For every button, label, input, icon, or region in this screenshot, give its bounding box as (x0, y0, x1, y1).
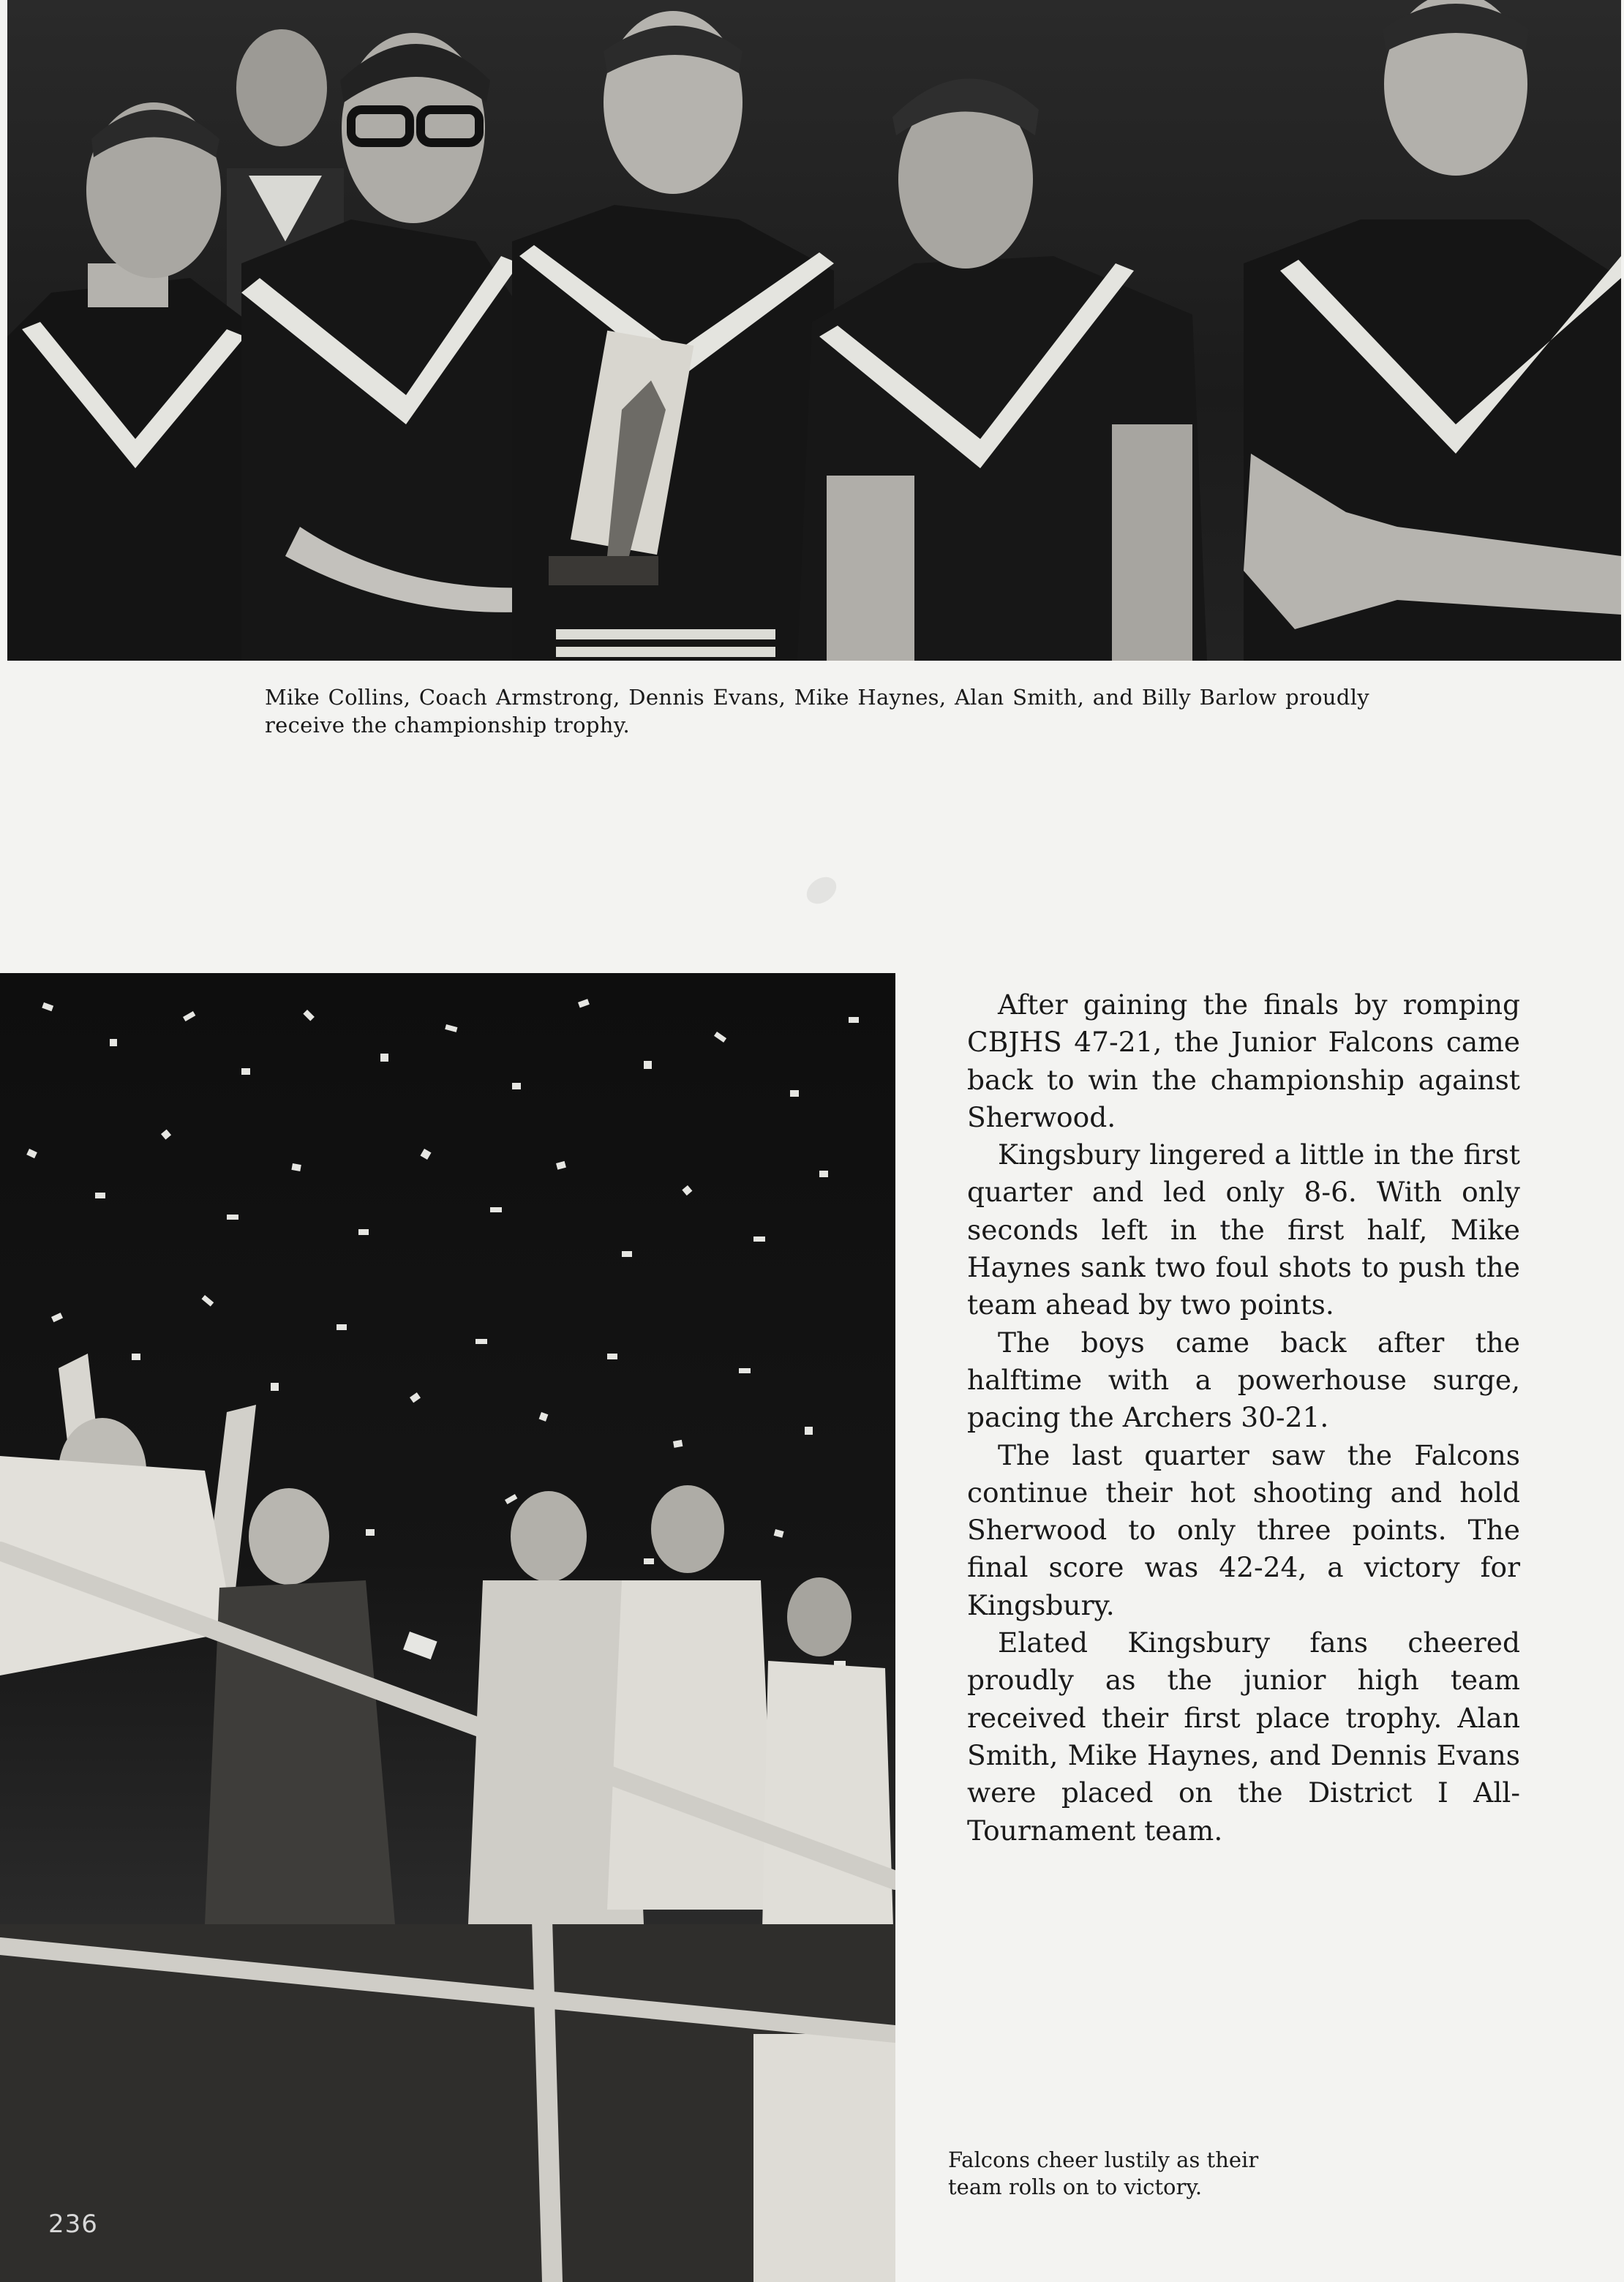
crowd-photo (0, 973, 895, 2282)
player-figure (512, 11, 834, 661)
caption-line: team rolls on to victory. (948, 2174, 1203, 2199)
team-photo-illustration (7, 0, 1621, 661)
story-paragraph: Kingsbury lingered a little in the first quarter and led only 8-6. With only seconds left in the first half, Mike Haynes sank two foul shots to push the team ahead by two points. (967, 1138, 1520, 1321)
story-text (967, 986, 1520, 1850)
player-figure (797, 78, 1207, 661)
crowd-photo-illustration (0, 973, 895, 2282)
crowd-photo-caption (948, 2147, 1285, 2201)
team-photo-caption: Mike Collins, Coach Armstrong, Dennis Evans, Mike Haynes, Alan Smith, and Billy Barlow proudly receive the championship trophy. (265, 685, 1369, 737)
cheering-fan (607, 1485, 775, 1910)
caption-line: Falcons cheer lustily as their (948, 2147, 1259, 2172)
player-figure (7, 102, 249, 661)
story-paragraph: The last quarter saw the Falcons continue their hot shooting and hold Sherwood to only three points. The final score was 42-24, a victory for Kingsbury. (967, 1438, 1520, 1621)
banner (753, 2034, 895, 2282)
player-figure (1244, 0, 1621, 661)
story-paragraph: After gaining the finals by romping CBJHS 47-21, the Junior Falcons came back to win the championship against Sherwood. (967, 988, 1520, 1133)
story-paragraph: Elated Kingsbury fans cheered proudly as the junior high team received their first place trophy. Alan Smith, Mike Haynes, and Dennis Evans were placed on the District I All-Tournament team. (967, 1626, 1520, 1847)
page-number: 236 (48, 2210, 98, 2239)
faint-emblem-icon (800, 869, 843, 912)
team-photo (7, 0, 1621, 661)
story-paragraph: The boys came back after the halftime with a powerhouse surge, pacing the Archers 30-21. (967, 1326, 1520, 1434)
